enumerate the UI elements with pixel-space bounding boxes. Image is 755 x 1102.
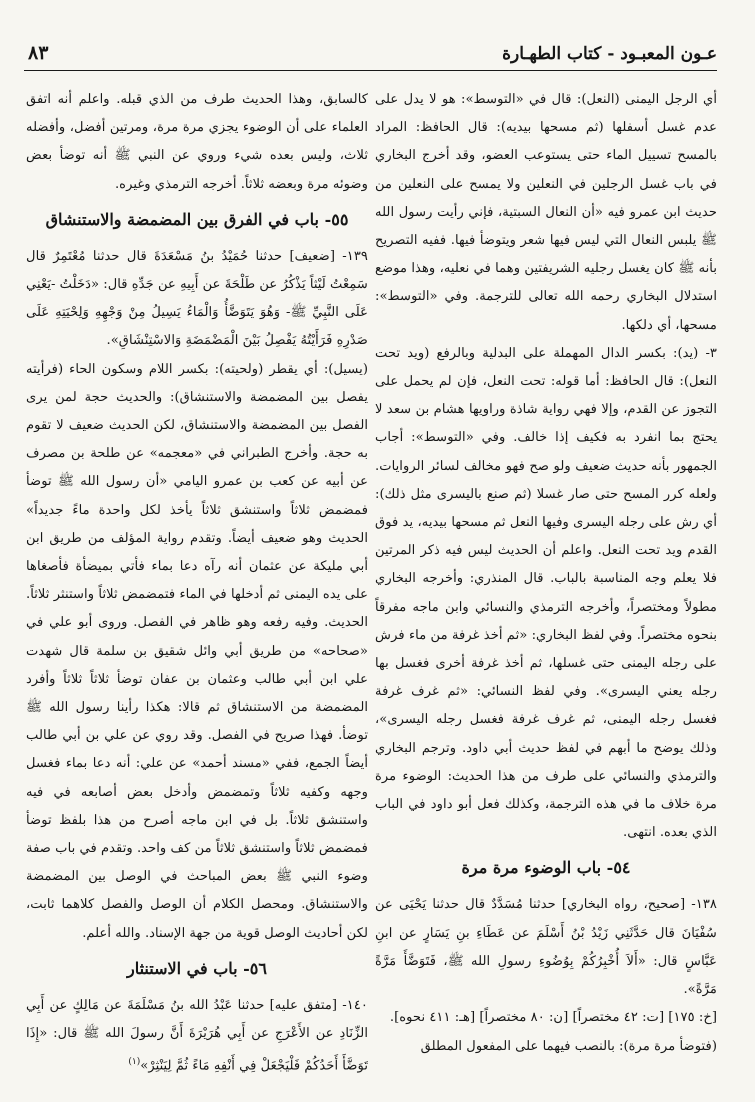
hadith-text [26, 992, 368, 1081]
footnote-marker: (١) [128, 1057, 141, 1068]
commentary-paragraph: ٣- (يد): بكسر الدال المهملة على البدلية وبالرفع (ويد تحت النعل): قال الحافظ: أما قوله: تحت النعل، فإن لم يحمل على التجوز عن القدم، وإلا فهي رواية شاذة وراويها هشام بن سعد لا يحتج بما انفرد به فكيف إذا خالف. وفي «التوسط»: أجاب الجمهور بأنه حديث ضعيف ولو صح فهو مخالف لسائر الروايات. ولعله كرر المسح حتى صار غسلا (ثم صنع باليسرى مثل ذلك): أي رش على رجله اليسرى وفيها النعل ثم مسحها بيديه، يد فوق القدم ويد تحت النعل. واعلم أن الحديث ليس فيه ذكر المرتين فلا يعلم وجه المناسبة بالباب. قال المنذري: وأخرجه البخاري مطولاً ومختصراً، وأخرجه الترمذي والنسائي وابن ماجه مفرقاً بنحوه مختصراً. وفي لفظ البخاري: «ثم أخذ غرفة من ماء فرش على رجله اليمنى حتى غسلها، ثم أخذ غرفة أخرى فغسل بها رجله يعني اليسرى». وفي لفظ النسائي: «ثم غرف غرفة فغسل رجله اليمنى، ثم غرف غرفة فغسل رجله اليسرى»، وذلك يوضح ما أبهم في لفظ حديث أبي داود. وترجم البخاري والترمذي والنسائي على طرف من هذا الحديث: الوضوء مرة مرة خلاف ما في هذه الترجمة، وكذلك فعل أبو داود في الباب الذي بعده. انتهى. [375, 345, 717, 841]
header-title: عـون المعبـود - كتاب الطهـارة [502, 44, 717, 64]
left-column [26, 86, 368, 1084]
chapter-heading: ٥٤- باب الوضوء مرة مرة [461, 858, 631, 878]
chapter-heading: ٥٥- باب في الفرق بين المضمضة والاستنشاق [45, 209, 349, 229]
running-header [24, 40, 717, 71]
commentary-paragraph: أي الرجل اليمنى (النعل): قال في «التوسط»: هو لا يدل على عدم غسل أسفلها (ثم مسحها بيديه): قال الحافظ: المراد بالمسح تسييل الماء حتى يستوعب العضو، وقد أخرج البخاري في باب غسل الرجلين في النعلين ولا يمسح على النعلين من حديث ابن عمرو فيه «أن النعال السبتية، فإني رأيت رسول الله ﷺ يلبس النعال التي ليس فيها شعر ويتوضأ فيها. ففيه التصريح بأنه ﷺ كان يغسل رجليه الشريفتين وهما في نعليه، وهذا موضع استدلال البخاري رحمه الله تعالى للترجمة. وفي «التوسط»: مسحها، أي دلكها. [375, 92, 717, 333]
hadith-text: ١٣٨- [صحيح، رواه البخاري] حدثنا مُسَدَّدٌ قال حدثنا يَحْيَى عن سُفْيَانَ قال حَدَّثَنِي زَيْدُ بْنُ أَسْلَمَ عن عَطَاءِ بنِ يَسَارٍ عن ابنِ عَبَّاسٍ قال: «أَلاَ أُخْبِرُكُمْ بِوُضُوءِ رسولِ الله ﷺ، فَتَوَضَّأَ مَرَّةً مَرَّةً». [375, 897, 717, 998]
hadith-references: [خ: ١٧٥] [ت: ٤٢ مختصراً] [ن: ٨٠ مختصراً] [هـ: ٤١١ نحوه]. [389, 1010, 717, 1026]
hadith-text: ١٣٩- [ضعيف] حدثنا حُمَيْدُ بنُ مَسْعَدَةَ قال حدثنا مُعْتَمِرٌ قال سَمِعْتُ لَيْثاً يَذْكُرُ عن طَلْحَةَ عن أَبِيهِ عن جَدِّهِ قال: «دَخَلْتُ -يَعْنِي عَلَى النَّبِيِّ ﷺ- وَهُوَ يَتَوَضَّأُ وَالْمَاءُ يَسِيلُ مِنْ وَجْهِهِ وَلِحْيَتِهِ عَلَى صَدْرِهِ فَرَأَيْتُهُ يَفْصِلُ بَيْنَ الْمَضْمَضَةِ وَالاسْتِنْشَاقِ». [26, 248, 368, 349]
page-number: ٨٣ [28, 42, 49, 64]
commentary-paragraph: كالسابق، وهذا الحديث طرف من الذي قبله. واعلم أنه اتفق العلماء على أن الوضوء يجزي مرة مرة، ومرتين أفضل، وأفضله ثلاث، وليس بعده شيء وروي عن النبي ﷺ أنه توضأ بعض وضوئه مرة وبعضه ثلاثاً. أخرجه الترمذي وغيره. [26, 92, 368, 192]
hadith-body: ١٤٠- [متفق عليه] حدثنا عَبْدُ الله بنُ مَسْلَمَةَ عن مَالِكٍ عن أَبِي الزِّنَادِ عن الأَعْرَجِ عن أَبِي هُرَيْرَةَ أَنَّ رسولَ الله ﷺ قال: «إِذَا تَوَضَّأَ أَحَدُكُمْ فَلْيَجْعَلْ فِي أَنْفِهِ مَاءً ثُمَّ لِيَنْثِرْ» [26, 997, 368, 1074]
commentary-paragraph: (فتوضأ مرة مرة): بالنصب فيهما على المفعول المطلق [420, 1038, 717, 1054]
chapter-heading: ٥٦- باب في الاستنثار [127, 958, 267, 978]
commentary-paragraph: (يسيل): أي يقطر (ولحيته): بكسر اللام وسكون الحاء (فرأيته يفصل بين المضمضة والاستنشاق): والحديث حجة لمن يرى الفصل بين المضمضة والاستنشاق، لكن الحديث ضعيف لا تقوم به حجة. وأخرج الطبراني في «معجمه» عن طلحة بن مصرف عن أبيه عن كعب بن عمرو اليامي «أن رسول الله ﷺ توضأ فمضمض ثلاثاً واستنشق ثلاثاً يأخذ لكل واحدة ماءً جديداً» الحديث وهو ضعيف أيضاً. وتقدم رواية المؤلف من طريق ابن أبي مليكة عن عثمان أنه رآه دعا بماء فأتي بميضأة فأصغاها على يده اليمنى ثم أدخلها في الماء فتمضمض ثلاثاً واستنثر ثلاثاً. الحديث. وفيه رفعه وهو ظاهر في الفصل. وروى أبو علي في «صحاحه» من طريق أبي وائل شقيق بن سلمة قال شهدت علي ابن أبي طالب وعثمان بن عفان توضأ ثلاثاً ثلاثاً وأفرد المضمضة من الاستنشاق ثم قالا: هكذا رأينا رسول الله ﷺ توضأ. فهذا صريح في الفصل. وقد روي عن علي بن أبي طالب أيضاً الجمع، ففي «مسند أحمد» عن علي: أنه دعا بماء فغسل وجهه وكفيه ثلاثاً وتمضمض وأدخل بعض أصابعه في فيه واستنشق ثلاثاً. بل في ابن ماجه أصرح من هذا بلفظ توضأ فمضمض ثلاثاً واستنشق ثلاثاً من كف واحد. وتقدم في باب صفة وضوء النبي ﷺ بعض المباحث في الوصل بين المضمضة والاستنشاق. ومحصل الكلام أن الوصل والفصل كلاهما ثابت، لكن أحاديث الوصل قوية من جهة الإسناد. والله أعلم. [26, 361, 368, 941]
right-column [375, 86, 717, 1084]
